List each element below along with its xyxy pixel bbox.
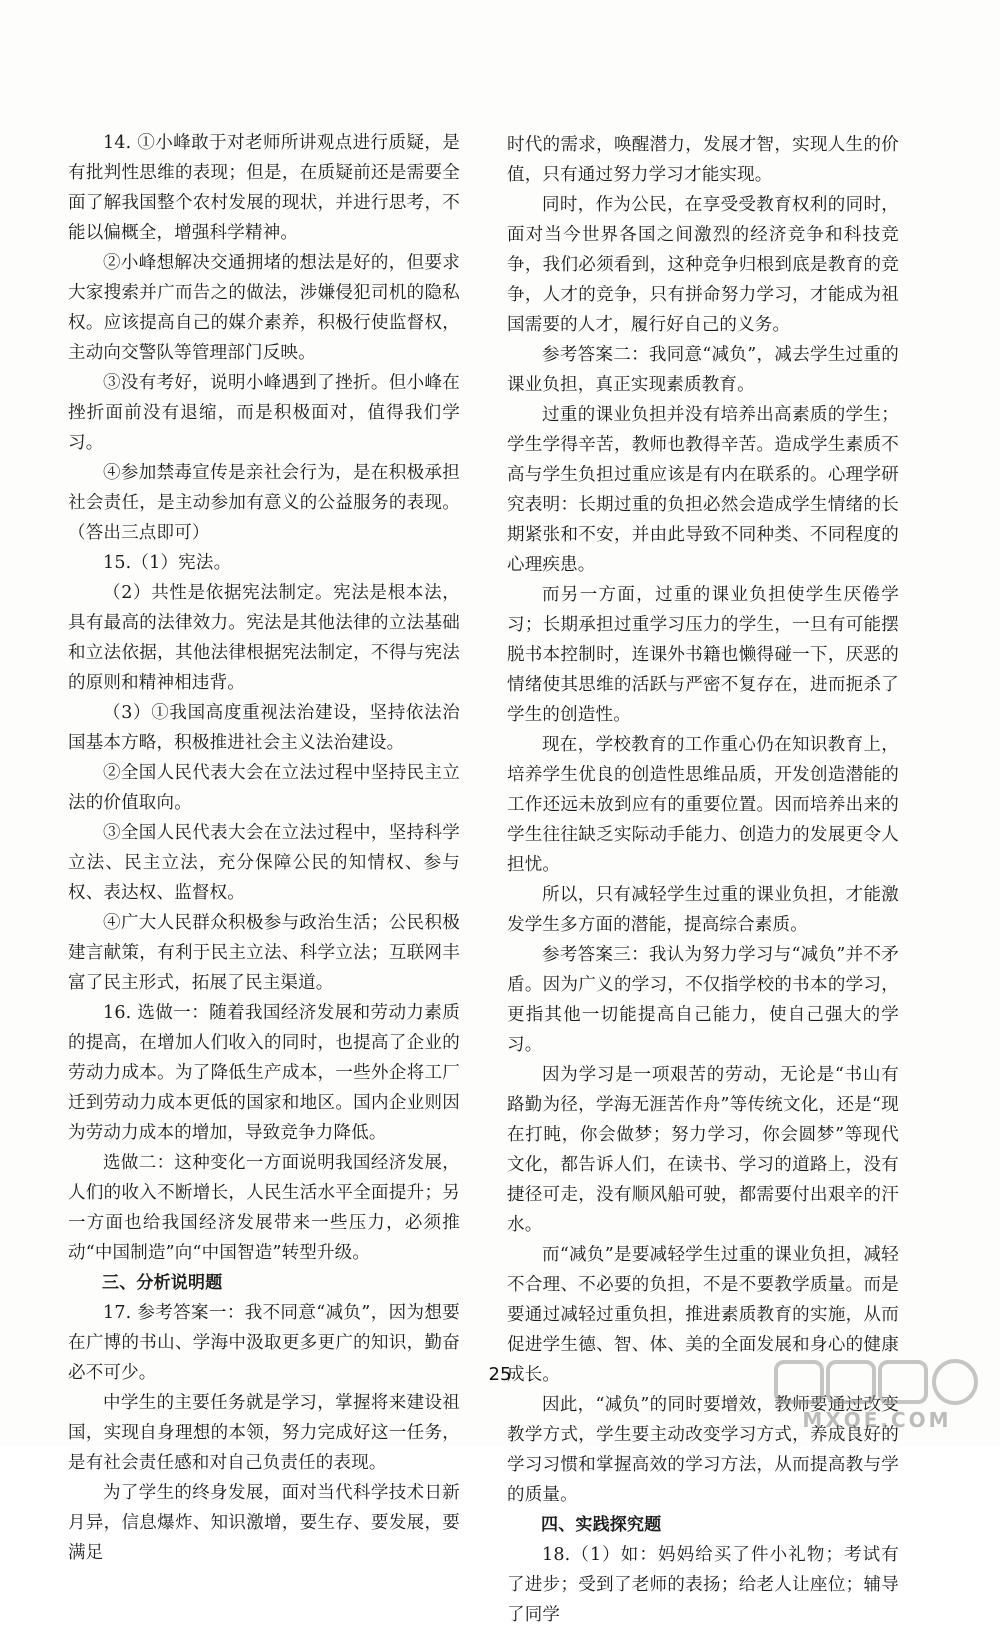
answer-15-2: （2）共性是依据宪法制定。宪法是根本法，具有最高的法律效力。宪法是其他法律的立法基础和立法依据，其他法律根据宪法制定，不得与宪法的原则和精神相违背。 <box>68 583 460 693</box>
section-heading-analysis: 三、分析说明题 <box>102 1273 223 1293</box>
answer-16-option-1: 16. 选做一：随着我国经济发展和劳动力素质的提高，在增加人们收入的同时，也提高了企业的劳动力成本。为了降低生产成本，一些外企将工厂迁到劳动力成本更低的国家和地区。国内企业则因为劳动力成本的增加，导致竞争力降低。 <box>68 1003 460 1143</box>
answer-14-4: ④参加禁毒宣传是亲社会行为，是在积极承担社会责任，是主动参加有意义的公益服务的表现。（答出三点即可） <box>68 463 460 543</box>
answer-17-para-7: 现在，学校教育的工作重心仍在知识教育上，培养学生优良的创造性思维品质，开发创造潜能的工作还远未放到应有的重要位置。因而培养出来的学生往往缺乏实际动手能力、创造力的发展更令人担忧。 <box>507 735 899 875</box>
answer-17-para-5: 过重的课业负担并没有培养出高素质的学生；学生学得辛苦，教师也教得辛苦。造成学生素质不高与学生负担过重应该是有内在联系的。心理学研究表明：长期过重的负担必然会造成学生情绪的长期紧张和不安，并由此导致不同种类、不同程度的心理疾患。 <box>507 405 899 575</box>
watermark-site-text: MXQE.COM <box>802 1408 952 1432</box>
answer-17-para-8: 所以，只有减轻学生过重的课业负担，才能激发学生多方面的潜能，提高综合素质。 <box>507 885 899 935</box>
left-text-column <box>68 128 460 1568</box>
answer-17-para-11: 因此，“减负”的同时要增效，教师要通过改变教学方式，学生要主动改变学习方式，养成良好的学习习惯和掌握高效的学习方法，从而提高教与学的质量。 <box>507 1395 899 1505</box>
watermark-logo-icon <box>772 1356 982 1408</box>
answer-16-option-2: 选做二：这种变化一方面说明我国经济发展，人们的收入不断增长，人民生活水平全面提升；另一方面也给我国经济发展带来一些压力，必须推动“中国制造”向“中国智造”转型升级。 <box>68 1153 460 1263</box>
page-number: 25 <box>488 1364 512 1385</box>
answer-15-3c: ③全国人民代表大会在立法过程中，坚持科学立法、民主立法，充分保障公民的知情权、参与权、表达权、监督权。 <box>68 823 460 903</box>
answer-14-2: ②小峰想解决交通拥堵的想法是好的，但要求大家搜索并广而告之的做法，涉嫌侵犯司机的隐私权。应该提高自己的媒介素养，积极行使监督权，主动向交警队等管理部门反映。 <box>68 253 460 363</box>
answer-14-3: ③没有考好，说明小峰遇到了挫折。但小峰在挫折面前没有退缩，而是积极面对，值得我们学习。 <box>68 373 460 453</box>
answer-14-1: 14. ①小峰敢于对老师所讲观点进行质疑，是有批判性思维的表现；但是，在质疑前还是需要全面了解我国整个农村发展的现状，并进行思考，不能以偏概全，增强科学精神。 <box>68 133 460 243</box>
answer-17-para-10: 而“减负”是要减轻学生过重的课业负担，减轻不合理、不必要的负担，不是不要教学质量。而是要通过减轻过重负担，推进素质教育的实施，从而促进学生德、智、体、美的全面发展和身心的健康成长。 <box>507 1245 899 1385</box>
answer-15-1: 15.（1）宪法。 <box>103 553 232 573</box>
answer-17-continued: 时代的需求，唤醒潜力，发展才智，实现人生的价值，只有通过努力学习才能实现。 <box>507 135 899 185</box>
watermark-logo <box>772 1356 982 1434</box>
answer-17-para-3: 为了学生的终身发展，面对当代科学技术日新月异，信息爆炸、知识激增，要生存、要发展，要满足 <box>68 1483 460 1563</box>
answer-17-para-2: 中学生的主要任务就是学习，掌握将来建设祖国，实现自身理想的本领，努力完成好这一任务，是有社会责任感和对自己负责任的表现。 <box>68 1393 460 1473</box>
answer-17-para-9: 因为学习是一项艰苦的劳动，无论是“书山有路勤为径，学海无涯苦作舟”等传统文化，还是“现在打盹，你会做梦；努力学习，你会圆梦”等现代文化，都告诉人们，在读书、学习的道路上，没有捷径可走，没有顺风船可驶，都需要付出艰辛的汗水。 <box>507 1065 899 1235</box>
answer-15-3a: （3）①我国高度重视法治建设，坚持依法治国基本方略，积极推进社会主义法治建设。 <box>68 703 460 753</box>
answer-18-1: 18.（1）如：妈妈给买了件小礼物；考试有了进步；受到了老师的表扬；给老人让座位；辅导了同学 <box>507 1545 899 1625</box>
answer-17-para-6: 而另一方面，过重的课业负担使学生厌倦学习；长期承担过重学习压力的学生，一旦有可能摆脱书本控制时，连课外书籍也懒得碰一下，厌恶的情绪使其思维的活跃与严密不复存在，进而扼杀了学生的创造性。 <box>507 585 899 725</box>
answer-15-3d: ④广大人民群众积极参与政治生活；公民积极建言献策，有利于民主立法、科学立法；互联网丰富了民主形式，拓展了民主渠道。 <box>68 913 460 993</box>
answer-15-3b: ②全国人民代表大会在立法过程中坚持民主立法的价值取向。 <box>68 763 460 813</box>
answer-17-para-4: 同时，作为公民，在享受受教育权利的同时，面对当今世界各国之间激烈的经济竞争和科技竞争，我们必须看到，这种竞争归根到底是教育的竞争，人才的竞争，只有拼命努力学习，才能成为祖国需要的人才，履行好自己的义务。 <box>507 195 899 335</box>
answer-17-ref-3: 参考答案三：我认为努力学习与“减负”并不矛盾。因为广义的学习，不仅指学校的书本的学习，更指其他一切能提高自己能力，使自己强大的学习。 <box>507 945 899 1055</box>
answer-17-ref-1: 17. 参考答案一：我不同意“减负”，因为想要在广博的书山、学海中汲取更多更广的知识，勤奋必不可少。 <box>68 1303 460 1383</box>
answer-17-ref-2: 参考答案二：我同意“减负”，减去学生过重的课业负担，真正实现素质教育。 <box>507 345 899 395</box>
section-heading-practice: 四、实践探究题 <box>541 1515 662 1535</box>
